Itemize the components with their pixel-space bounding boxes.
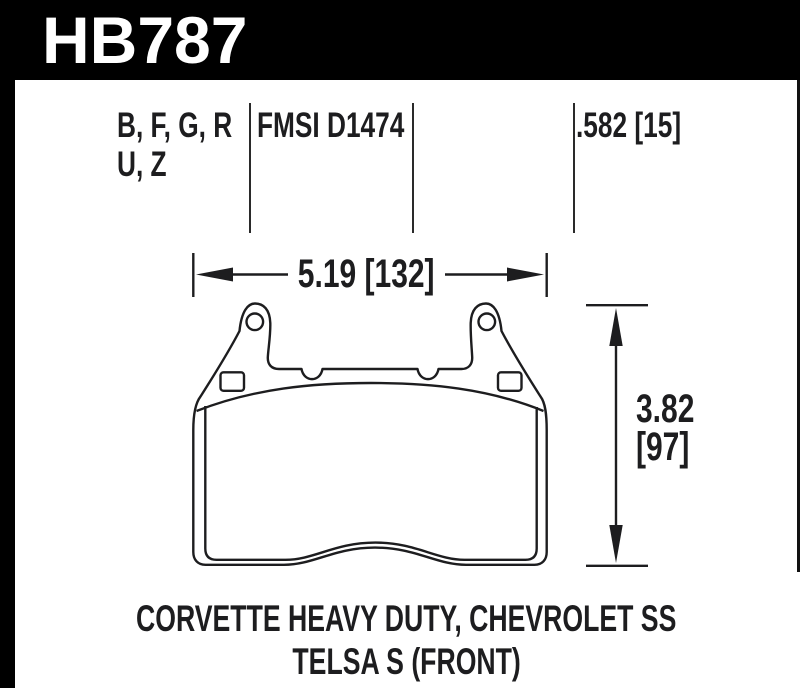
friction-top-arc — [197, 383, 544, 411]
right-clip-hole — [498, 372, 522, 391]
width-dim-right-arrowhead — [507, 268, 544, 282]
caption-line2: TELSA S (FRONT) — [292, 641, 521, 682]
height-dim-bottom-arrowhead — [609, 525, 622, 563]
width-dimension-label: 5.19 [132] — [297, 252, 435, 296]
height-dim-top-arrowhead — [609, 308, 622, 346]
compound-codes-line1: B, F, G, R — [117, 106, 233, 145]
pad-outer-outline — [193, 304, 546, 565]
height-dimension-label-inches: 3.82 — [636, 387, 695, 431]
left-ear-hole — [247, 314, 264, 331]
compound-codes-line2: U, Z — [117, 145, 167, 184]
thickness-value: .582 [15] — [576, 106, 682, 145]
friction-inner-outline — [205, 406, 536, 560]
left-clip-hole — [221, 372, 245, 391]
height-dimension-label-mm: [97] — [636, 425, 690, 469]
width-dim-left-arrowhead — [196, 268, 233, 282]
caption-line1: CORVETTE HEAVY DUTY, CHEVROLET SS — [136, 598, 677, 639]
right-ear-hole — [479, 314, 496, 331]
fmsi-number: FMSI D1474 — [257, 106, 405, 145]
part-number-title: HB787 — [42, 3, 248, 77]
